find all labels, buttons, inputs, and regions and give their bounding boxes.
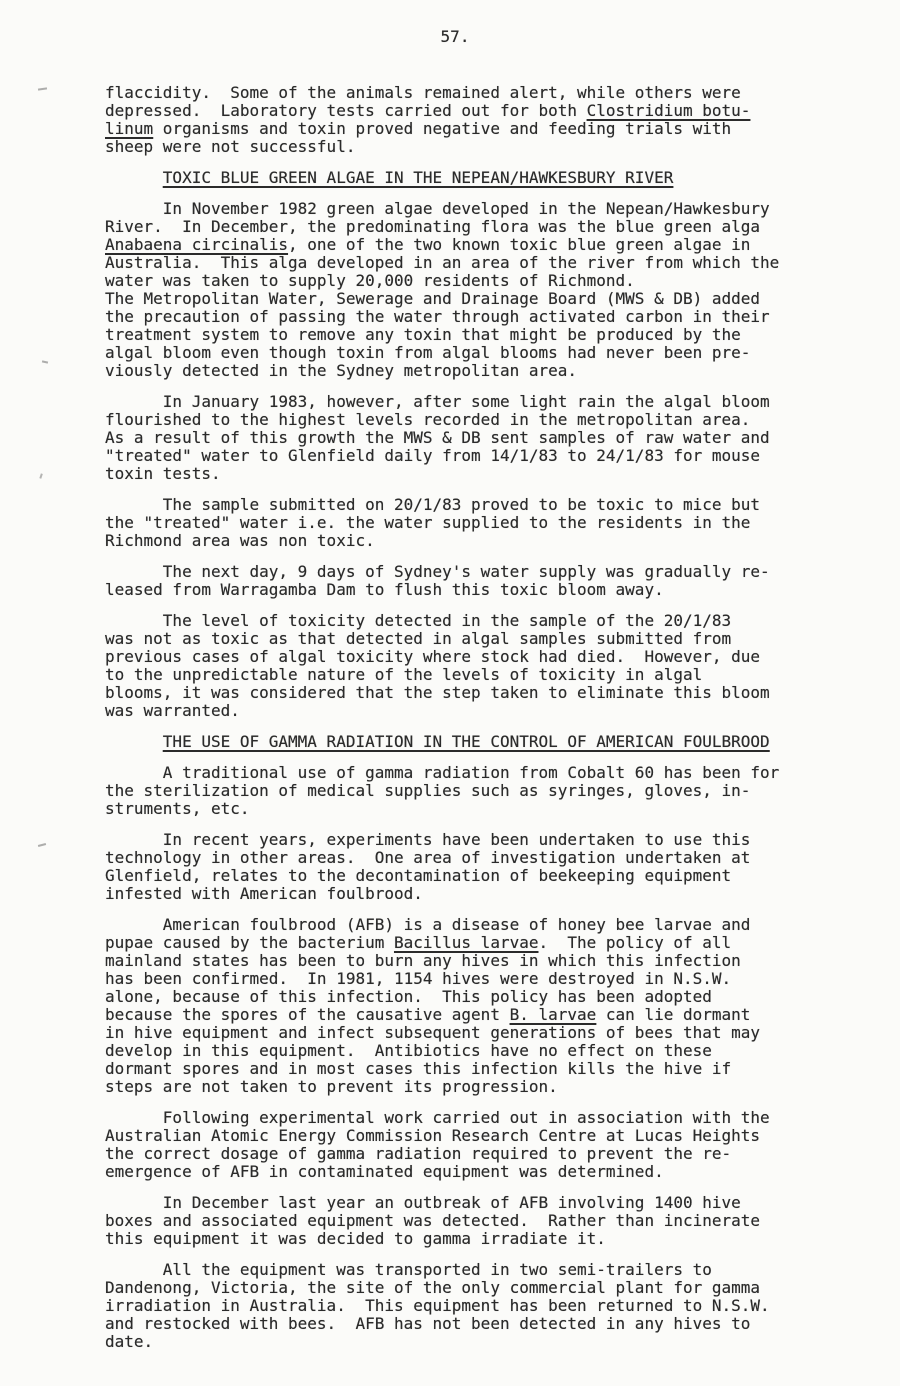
underlined-text: Anabaena circinalis [105, 235, 289, 254]
text-line [105, 447, 805, 465]
paragraph-december-outbreak [105, 1194, 805, 1248]
text-line [105, 581, 805, 599]
underlined-text: B. larvae [509, 1005, 597, 1024]
text-segment: Australian Atomic Energy Commission Research Centre at Lucas Heights [105, 1126, 761, 1145]
text-segment: pupae caused by the bacterium [105, 933, 394, 952]
text-line [105, 1109, 805, 1127]
underlined-text: THE USE OF GAMMA RADIATION IN THE CONTROL OF AMERICAN FOULBROOD [162, 732, 770, 751]
text-line [105, 1297, 805, 1315]
text-segment: was not as toxic as that detected in algal samples submitted from [105, 629, 732, 648]
text-segment: Following experimental work carried out in association with the [105, 1108, 770, 1127]
text-segment: the "treated" water i.e. the water supplied to the residents in the [105, 513, 751, 532]
text-segment: technology in other areas. One area of investigation undertaken at [105, 848, 751, 867]
text-line [105, 1127, 805, 1145]
text-segment: As a result of this growth the MWS & DB sent samples of raw water and [105, 428, 770, 447]
text-line [105, 254, 805, 272]
text-line [105, 169, 805, 187]
text-segment: toxin tests. [105, 464, 221, 483]
underlined-text: Clostridium botu- [586, 101, 751, 120]
text-segment: depressed. Laboratory tests carried out for both [105, 101, 587, 120]
text-segment: can lie dormant [596, 1005, 751, 1024]
paragraph-glenfield-investigation [105, 831, 805, 903]
text-segment: algal bloom even though toxin from algal blooms had never been pre- [105, 343, 751, 362]
scan-artifact [39, 473, 45, 479]
text-line [105, 648, 805, 666]
text-segment [105, 732, 163, 751]
paragraph-toxic-sample [105, 496, 805, 550]
text-line [105, 630, 805, 648]
text-line [105, 782, 805, 800]
text-segment: , one of the two known toxic blue green algae in [288, 235, 751, 254]
scan-artifact [38, 843, 46, 847]
text-segment: The next day, 9 days of Sydney's water supply was gradually re- [105, 562, 770, 581]
text-segment: the correct dosage of gamma radiation required to prevent the re- [105, 1144, 732, 1163]
text-line [105, 326, 805, 344]
text-line [105, 885, 805, 903]
underlined-text: linum [105, 119, 154, 138]
text-segment: flaccidity. Some of the animals remained alert, while others were [105, 83, 741, 102]
text-segment: In recent years, experiments have been undertaken to use this [105, 830, 751, 849]
text-line [105, 1145, 805, 1163]
text-segment: boxes and associated equipment was detected. Rather than incinerate [105, 1211, 761, 1230]
scan-artifact [42, 360, 48, 363]
text-line [105, 800, 805, 818]
text-line [105, 84, 805, 102]
text-line [105, 532, 805, 550]
text-line [105, 764, 805, 782]
paragraph-toxicity-level [105, 612, 805, 720]
text-line [105, 102, 805, 120]
text-segment: leased from Warragamba Dam to flush this toxic bloom away. [105, 580, 664, 599]
text-segment: flourished to the highest levels recorded in the metropolitan area. [105, 410, 751, 429]
text-segment: American foulbrood (AFB) is a disease of honey bee larvae and [105, 915, 751, 934]
text-segment: In November 1982 green algae developed in the Nepean/Hawkesbury [105, 199, 770, 218]
text-line [105, 1279, 805, 1297]
text-segment: dormant spores and in most cases this infection kills the hive if [105, 1059, 732, 1078]
text-segment: The level of toxicity detected in the sample of the 20/1/83 [105, 611, 732, 630]
text-line [105, 272, 805, 290]
page-number: 57. [440, 27, 470, 46]
text-line [105, 1042, 805, 1060]
text-segment: infested with American foulbrood. [105, 884, 423, 903]
text-segment: treatment system to remove any toxin that might be produced by the [105, 325, 741, 344]
text-line [105, 702, 805, 720]
text-line [105, 218, 805, 236]
underlined-text: TOXIC BLUE GREEN ALGAE IN THE NEPEAN/HAWKESBURY RIVER [162, 168, 674, 187]
paragraph-november-1982-bloom [105, 200, 805, 380]
text-line [105, 1163, 805, 1181]
text-line [105, 1060, 805, 1078]
text-segment: Dandenong, Victoria, the site of the only commercial plant for gamma [105, 1278, 761, 1297]
text-segment: . The policy of all [538, 933, 732, 952]
text-segment: Glenfield, relates to the decontamination of beekeeping equipment [105, 866, 732, 885]
text-segment: this equipment it was decided to gamma irradiate it. [105, 1229, 606, 1248]
text-segment: The sample submitted on 20/1/83 proved to be toxic to mice but [105, 495, 761, 514]
text-segment: struments, etc. [105, 799, 250, 818]
text-line [105, 138, 805, 156]
text-line [105, 831, 805, 849]
paragraph-warragamba-flush [105, 563, 805, 599]
heading-gamma-radiation-foulbrood [105, 733, 805, 751]
text-line [105, 411, 805, 429]
text-segment: in hive equipment and infect subsequent generations of bees that may [105, 1023, 761, 1042]
text-line [105, 684, 805, 702]
text-line [105, 514, 805, 532]
text-segment: to the unpredictable nature of the levels of toxicity in algal [105, 665, 703, 684]
text-segment: "treated" water to Glenfield daily from 14/1/83 to 24/1/83 for mouse [105, 446, 761, 465]
text-line [105, 465, 805, 483]
paragraph-botulism-tests [105, 84, 805, 156]
text-segment: All the equipment was transported in two semi-trailers to [105, 1260, 712, 1279]
text-segment: develop in this equipment. Antibiotics have no effect on these [105, 1041, 712, 1060]
paragraph-afb-disease [105, 916, 805, 1096]
text-segment: the precaution of passing the water through activated carbon in their [105, 307, 770, 326]
text-line [105, 393, 805, 411]
text-line [105, 1261, 805, 1279]
paragraph-january-1983-samples [105, 393, 805, 483]
text-line [105, 1333, 805, 1351]
text-segment: In December last year an outbreak of AFB involving 1400 hive [105, 1193, 741, 1212]
text-segment: previous cases of algal toxicity where stock had died. However, due [105, 647, 761, 666]
text-line [105, 733, 805, 751]
document-body [105, 84, 805, 1351]
underlined-text: Bacillus larvae [393, 933, 539, 952]
text-line [105, 344, 805, 362]
text-segment: irradiation in Australia. This equipment has been returned to N.S.W. [105, 1296, 770, 1315]
text-segment: was warranted. [105, 701, 240, 720]
text-line [105, 200, 805, 218]
paragraph-dandenong-transport [105, 1261, 805, 1351]
text-segment: emergence of AFB in contaminated equipment was determined. [105, 1162, 664, 1181]
text-line [105, 236, 805, 254]
text-line [105, 952, 805, 970]
text-line [105, 849, 805, 867]
text-line [105, 1078, 805, 1096]
text-line [105, 362, 805, 380]
text-segment: has been confirmed. In 1981, 1154 hives were destroyed in N.S.W. [105, 969, 732, 988]
text-segment: steps are not taken to prevent its progression. [105, 1077, 558, 1096]
text-line [105, 308, 805, 326]
heading-toxic-blue-green-algae [105, 169, 805, 187]
paragraph-cobalt-60 [105, 764, 805, 818]
text-line [105, 1024, 805, 1042]
scan-artifact [38, 87, 47, 90]
text-segment: sheep were not successful. [105, 137, 356, 156]
text-segment: mainland states has been to burn any hives in which this infection [105, 951, 741, 970]
text-line [105, 429, 805, 447]
text-segment: Australia. This alga developed in an area of the river from which the [105, 253, 780, 272]
text-segment: Richmond area was non toxic. [105, 531, 375, 550]
text-line [105, 496, 805, 514]
text-segment: River. In December, the predominating flora was the blue green alga [105, 217, 761, 236]
text-segment: date. [105, 1332, 154, 1351]
text-segment: In January 1983, however, after some light rain the algal bloom [105, 392, 770, 411]
text-line [105, 867, 805, 885]
text-segment: because the spores of the causative agent [105, 1005, 510, 1024]
text-segment [105, 168, 163, 187]
text-segment: organisms and toxin proved negative and feeding trials with [153, 119, 732, 138]
text-line [105, 988, 805, 1006]
text-line [105, 1230, 805, 1248]
text-line [105, 612, 805, 630]
text-line [105, 563, 805, 581]
text-line [105, 1194, 805, 1212]
text-line [105, 934, 805, 952]
text-segment: water was taken to supply 20,000 residents of Richmond. [105, 271, 635, 290]
text-line [105, 120, 805, 138]
text-line [105, 916, 805, 934]
text-line [105, 970, 805, 988]
text-segment: and restocked with bees. AFB has not been detected in any hives to [105, 1314, 751, 1333]
text-line [105, 666, 805, 684]
text-segment: The Metropolitan Water, Sewerage and Drainage Board (MWS & DB) added [105, 289, 761, 308]
paragraph-lucas-heights [105, 1109, 805, 1181]
text-segment: viously detected in the Sydney metropolitan area. [105, 361, 578, 380]
text-segment: A traditional use of gamma radiation from Cobalt 60 has been for [105, 763, 780, 782]
text-line [105, 1315, 805, 1333]
text-segment: the sterilization of medical supplies such as syringes, gloves, in- [105, 781, 751, 800]
text-segment: blooms, it was considered that the step taken to eliminate this bloom [105, 683, 770, 702]
text-line [105, 1006, 805, 1024]
text-line [105, 290, 805, 308]
text-segment: alone, because of this infection. This policy has been adopted [105, 987, 712, 1006]
text-line [105, 1212, 805, 1230]
